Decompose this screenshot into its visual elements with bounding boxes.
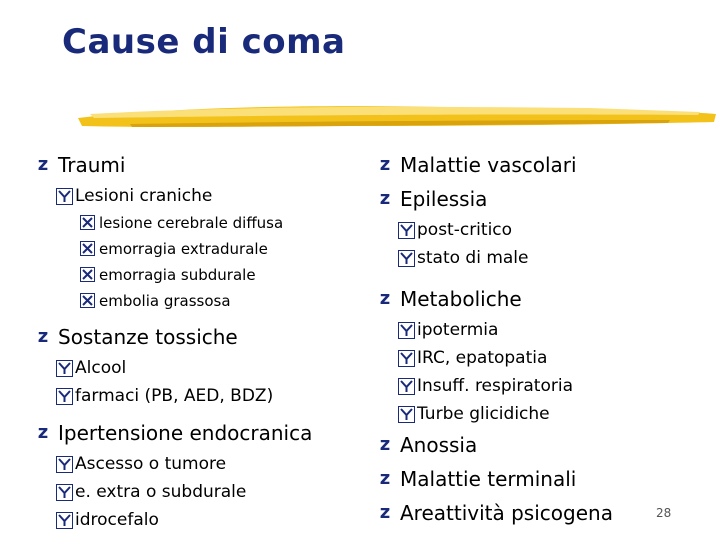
x-bullet-icon xyxy=(80,215,97,232)
z-bullet-icon: z xyxy=(379,434,391,455)
x-bullet-icon xyxy=(80,293,97,310)
z-bullet-icon: z xyxy=(37,326,49,347)
bullet-ipotermia: ipotermia xyxy=(398,316,676,344)
y-bullet-icon xyxy=(398,222,415,239)
z-bullet-icon: z xyxy=(379,502,391,523)
z-bullet-icon: z xyxy=(379,154,391,175)
right-column xyxy=(376,148,676,530)
bullet-metaboliche: z Metaboliche xyxy=(376,282,676,316)
bullet-emorragia-extradurale: emorragia extradurale xyxy=(80,236,354,262)
bullet-ascesso-tumore: Ascesso o tumore xyxy=(56,450,354,478)
z-bullet-icon: z xyxy=(379,188,391,209)
bullet-post-critico: post-critico xyxy=(398,216,676,244)
bullet-malattie-vascolari: z Malattie vascolari xyxy=(376,148,676,182)
y-bullet-icon xyxy=(398,322,415,339)
y-bullet-icon xyxy=(56,484,73,501)
bullet-alcool: Alcool xyxy=(56,354,354,382)
y-bullet-icon xyxy=(398,406,415,423)
y-bullet-icon xyxy=(56,456,73,473)
bullet-lesioni-craniche: Lesioni craniche xyxy=(56,182,354,210)
bullet-sostanze-tossiche: z Sostanze tossiche xyxy=(34,320,354,354)
page-number: 28 xyxy=(656,506,672,520)
y-bullet-icon xyxy=(56,512,73,529)
title-underline-brushstroke xyxy=(70,100,720,134)
bullet-stato-di-male: stato di male xyxy=(398,244,676,272)
y-bullet-icon xyxy=(398,378,415,395)
bullet-anossia: z Anossia xyxy=(376,428,676,462)
slide-title: Cause di coma xyxy=(62,22,346,62)
bullet-turbe-glicidiche: Turbe glicidiche xyxy=(398,400,676,428)
bullet-areattivita-psicogena: z Areattività psicogena xyxy=(376,496,676,530)
z-bullet-icon: z xyxy=(379,288,391,309)
bullet-farmaci: farmaci (PB, AED, BDZ) xyxy=(56,382,354,410)
left-column xyxy=(34,148,354,534)
bullet-traumi: z Traumi xyxy=(34,148,354,182)
bullet-embolia-grassosa: embolia grassosa xyxy=(80,288,354,314)
y-bullet-icon xyxy=(398,350,415,367)
y-bullet-icon xyxy=(56,360,73,377)
bullet-irc-epatopatia: IRC, epatopatia xyxy=(398,344,676,372)
y-bullet-icon xyxy=(56,388,73,405)
bullet-emorragia-subdurale: emorragia subdurale xyxy=(80,262,354,288)
y-bullet-icon xyxy=(56,188,73,205)
x-bullet-icon xyxy=(80,267,97,284)
bullet-ipertensione-endocranica: z Ipertensione endocranica xyxy=(34,416,354,450)
bullet-lesione-diffusa: lesione cerebrale diffusa xyxy=(80,210,354,236)
bullet-epilessia: z Epilessia xyxy=(376,182,676,216)
z-bullet-icon: z xyxy=(379,468,391,489)
x-bullet-icon xyxy=(80,241,97,258)
bullet-extra-subdurale: e. extra o subdurale xyxy=(56,478,354,506)
bullet-insuff-respiratoria: Insuff. respiratoria xyxy=(398,372,676,400)
bullet-malattie-terminali: z Malattie terminali xyxy=(376,462,676,496)
bullet-idrocefalo: idrocefalo xyxy=(56,506,354,534)
y-bullet-icon xyxy=(398,250,415,267)
z-bullet-icon: z xyxy=(37,422,49,443)
z-bullet-icon: z xyxy=(37,154,49,175)
